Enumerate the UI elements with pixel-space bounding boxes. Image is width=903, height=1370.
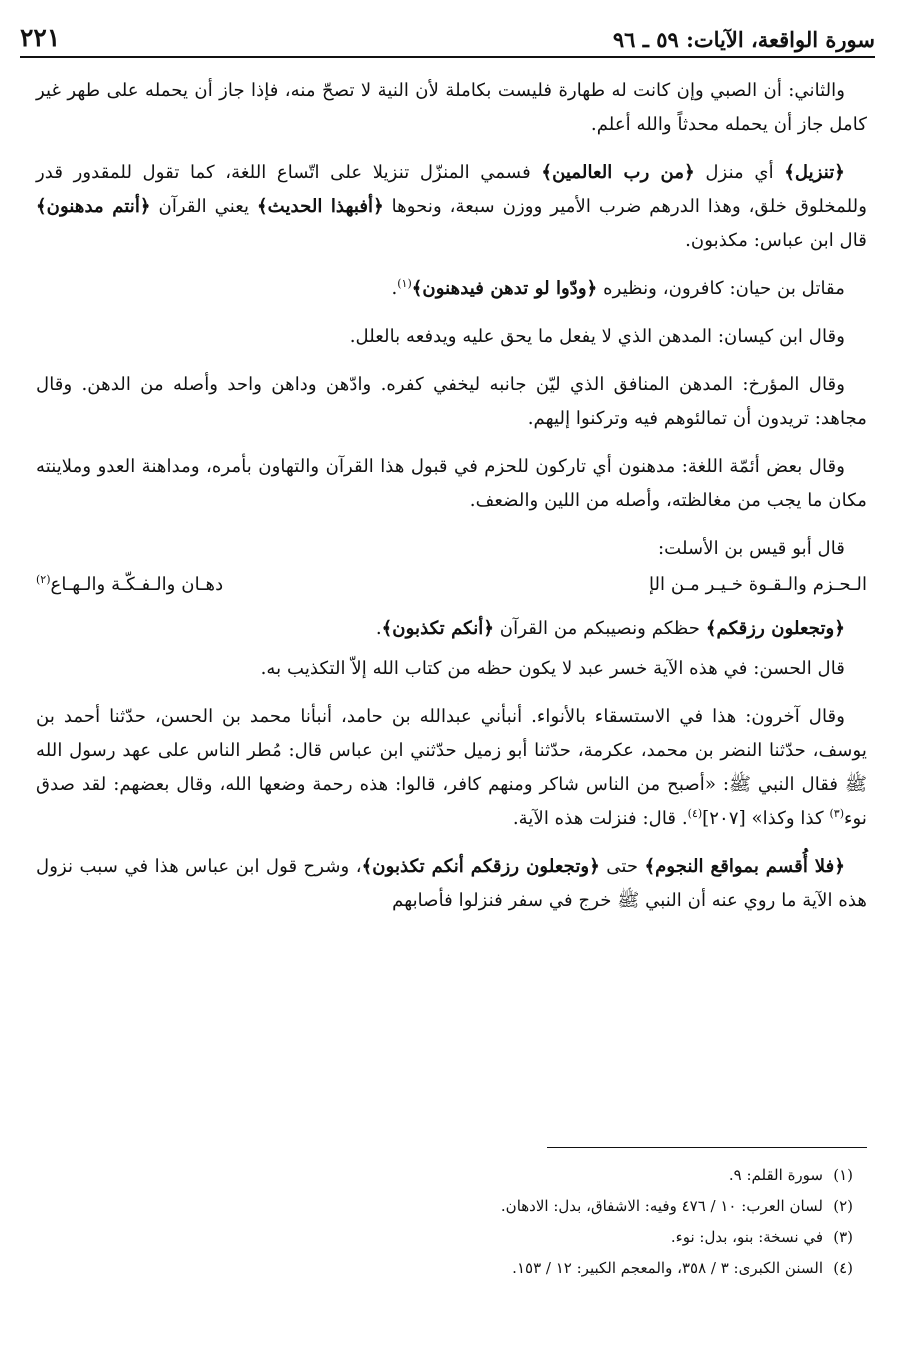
footnote-item bbox=[36, 1191, 867, 1222]
text-run: قال ابن عباس: مكذبون. bbox=[685, 230, 867, 251]
paragraph-3 bbox=[36, 272, 867, 306]
quran-quote: ﴿تنزيل﴾ bbox=[784, 162, 845, 183]
text-run: . قال: فنزلت هذه الآية. bbox=[512, 808, 688, 829]
paragraph-6: وقال بعض أئمّة اللغة: مدهنون أي تاركون للحزم في قبول هذا القرآن والتهاون بأمره، ومداهنة العدو وملاينته مكان ما يجب من مغالظته، وأصله من اللين والضعف. bbox=[36, 456, 867, 511]
verse-first-hemistich: الـحـزم والـقـوة خـيـر مـن الإ bbox=[648, 574, 867, 595]
footnote-ref[interactable]: (٤) bbox=[687, 806, 703, 820]
text-run: فسمي المنزّل تنزيلا على اتّساع اللغة، كما تقول للمقدور قدر وللمخلوق خلق، وهذا الدرهم ضرب الأمير ووزن سبعة، ونحوها bbox=[36, 162, 867, 217]
footnotes bbox=[36, 1160, 867, 1284]
footnote-number: (٤) bbox=[833, 1259, 853, 1277]
running-header bbox=[20, 12, 875, 58]
text-run: دهـان والـفـكّـة والـهـاع bbox=[50, 574, 224, 595]
paragraph-2 bbox=[36, 156, 867, 258]
text-run: وقال آخرون: هذا في الاستسقاء بالأنواء. أنبأني عبدالله بن حامد، أنبأنا محمد بن الحسن، حدّثنا أحمد بن يوسف، حدّثنا النضر بن محمد، عكرمة، حدّثنا أبو زميل حدّثني ابن عباس قال: مُطر الناس على عهد رسول الله ﷺ فقال النبي ﷺ: «أصبح من الناس شاكر ومنهم كافر، قالوا: هذه رحمة وضعها الله، وقال بعضهم: لقد صدق نوء bbox=[36, 706, 867, 829]
quran-quote: ﴿أنكم تكذبون﴾ bbox=[381, 618, 495, 639]
footnote-divider bbox=[547, 1147, 867, 1148]
text-run: أي منزل bbox=[694, 162, 785, 183]
footnote-number: (٢) bbox=[833, 1197, 853, 1215]
text-run: حتى bbox=[599, 856, 645, 877]
main-text bbox=[36, 74, 867, 932]
quran-quote: ﴿أنتم مدهنون﴾ bbox=[36, 196, 151, 217]
footnote-item bbox=[36, 1253, 867, 1284]
text-run: . bbox=[375, 618, 382, 639]
footnote-text: في نسخة: بنو، بدل: نوء. bbox=[670, 1228, 823, 1246]
quran-quote: ﴿ودّوا لو تدهن فيدهنون﴾ bbox=[411, 278, 598, 299]
paragraph-7 bbox=[36, 612, 867, 646]
quran-quote: ﴿وتجعلون رزقكم﴾ bbox=[705, 618, 845, 639]
header-title: سورة الواقعة، الآيات: ٥٩ ـ ٩٦ bbox=[612, 27, 875, 52]
text-run: يعني القرآن bbox=[150, 196, 257, 217]
text-run: مقاتل بن حيان: كافرون، ونظيره bbox=[597, 278, 845, 299]
quran-quote: ﴿فلا أُقسم بمواقع النجوم﴾ bbox=[644, 856, 845, 877]
footnote-item bbox=[36, 1222, 867, 1253]
verse-second-hemistich bbox=[36, 568, 223, 602]
footnote-text: السنن الكبرى: ٣ / ٣٥٨، والمعجم الكبير: ١٢ / ١٥٣. bbox=[512, 1259, 823, 1277]
text-run: كذا وكذا» [٢٠٧] bbox=[702, 808, 830, 829]
quran-quote: ﴿من رب العالمين﴾ bbox=[541, 162, 695, 183]
paragraph-4: وقال ابن كيسان: المدهن الذي لا يفعل ما يحق عليه ويدفعه بالعلل. bbox=[349, 326, 845, 347]
footnote-ref[interactable]: (٢) bbox=[36, 572, 51, 586]
footnote-ref[interactable]: (٣) bbox=[829, 806, 844, 820]
page-number: ٢٢١ bbox=[20, 23, 61, 52]
quran-quote: ﴿أفبهذا الحديث﴾ bbox=[256, 196, 384, 217]
footnote-text: سورة القلم: ٩. bbox=[728, 1166, 823, 1184]
text-run: . bbox=[391, 278, 398, 299]
footnote-ref[interactable]: (١) bbox=[397, 276, 412, 290]
footnote-text: لسان العرب: ١٠ / ٤٧٦ وفيه: الاشفاق، بدل: الادهان. bbox=[500, 1197, 823, 1215]
paragraph-5: وقال المؤرخ: المدهن المنافق الذي ليّن جانبه ليخفي كفره. وادّهن وداهن واحد وأصله من الدهن. وقال مجاهد: تريدون أن تمالئوهم فيه وتركنوا إليهم. bbox=[36, 374, 867, 429]
quran-quote: ﴿وتجعلون رزقكم أنكم تكذبون﴾ bbox=[361, 856, 600, 877]
footnote-number: (٣) bbox=[833, 1228, 853, 1246]
text-run: حظكم ونصيبكم من القرآن bbox=[494, 618, 706, 639]
paragraph-9 bbox=[36, 700, 867, 836]
paragraph-10 bbox=[36, 850, 867, 918]
footnote-item bbox=[36, 1160, 867, 1191]
text-run: ، وشرح قول ابن عباس هذا في سبب نزول هذه الآية ما روي عنه أن النبي ﷺ خرج في سفر فنزلوا فأصابهم bbox=[36, 856, 867, 911]
paragraph-8: قال الحسن: في هذه الآية خسر عبد لا يكون حظه من كتاب الله إلاّ التكذيب به. bbox=[260, 658, 845, 679]
paragraph-1: والثاني: أن الصبي وإن كانت له طهارة فليست بكاملة لأن النية لا تصحّ منه، فإذا جاز أن يحمله على طهر غير كامل جاز أن يحمله محدثاً والله أعلم. bbox=[36, 80, 867, 135]
footnote-number: (١) bbox=[833, 1166, 853, 1184]
poetry-verse bbox=[36, 568, 867, 602]
poet-attribution: قال أبو قيس بن الأسلت: bbox=[657, 538, 845, 559]
